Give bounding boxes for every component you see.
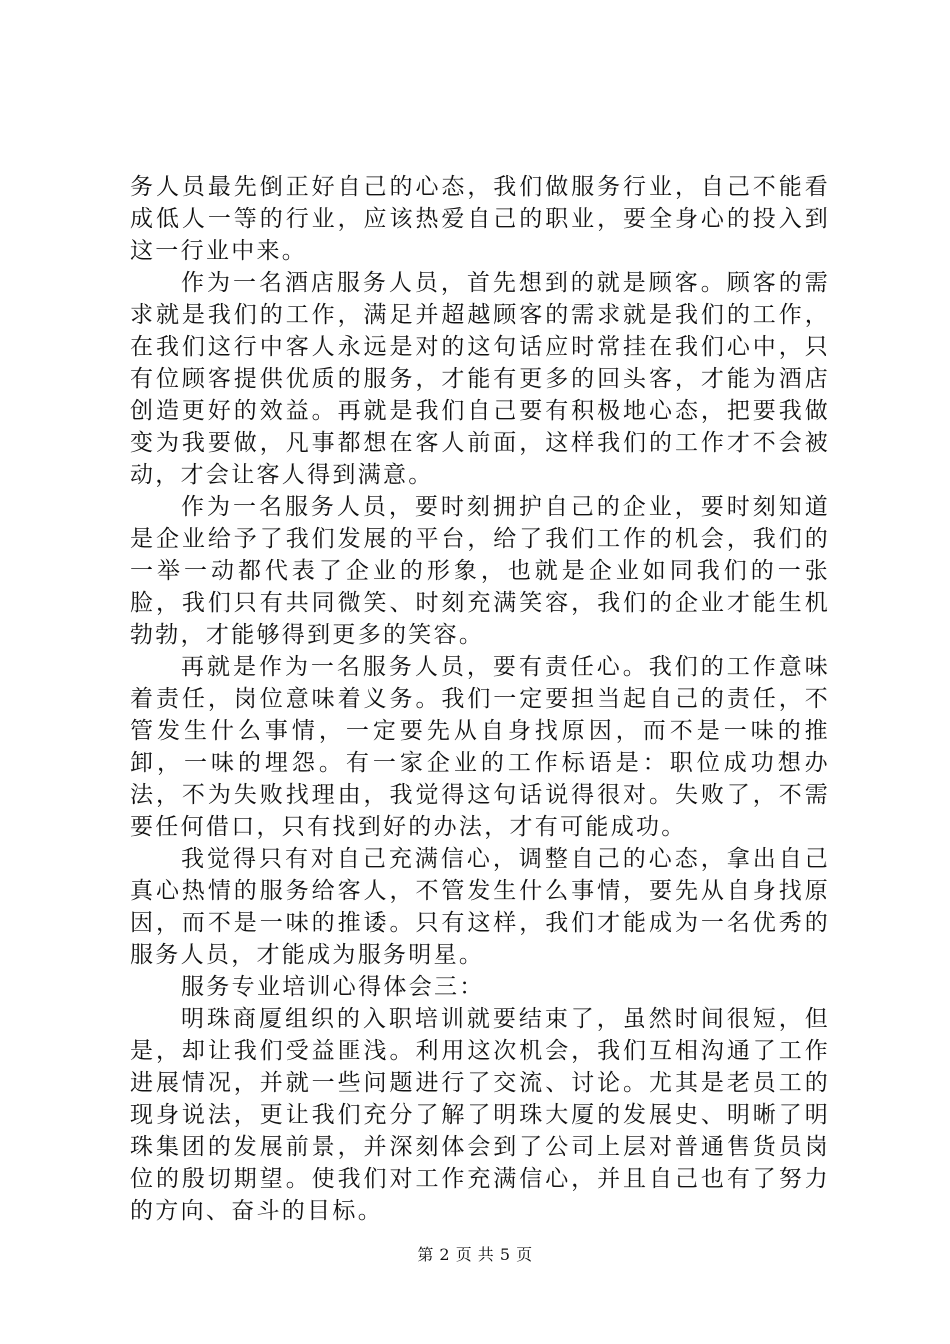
paragraph-3: 作为一名服务人员，要时刻拥护自己的企业，要时刻知道是企业给予了我们发展的平台，给了我们工作的机会，我们的一举一动都代表了企业的形象，也就是企业如同我们的一张脸，我们只有共同微笑、时刻充满笑容，我们的企业才能生机勃勃，才能够得到更多的笑容。 <box>130 494 830 648</box>
paragraph-4: 再就是作为一名服务人员，要有责任心。我们的工作意味着责任，岗位意味着义务。我们一定要担当起自己的责任，不管发生什么事情，一定要先从自身找原因，而不是一味的推卸，一味的埋怨。有一家企业的工作标语是：职位成功想办法，不为失败找理由，我觉得这句话说得很对。失败了，不需要任何借口，只有找到好的办法，才有可能成功。 <box>130 654 830 840</box>
paragraph-1: 务人员最先倒正好自己的心态，我们做服务行业，自己不能看成低人一等的行业，应该热爱自己的职业，要全身心的投入到这一行业中来。 <box>130 174 830 264</box>
page-number-footer: 第 2 页 共 5 页 <box>417 1245 533 1264</box>
document-body <box>130 171 830 1227</box>
paragraph-5: 我觉得只有对自己充满信心，调整自己的心态，拿出自己真心热情的服务给客人，不管发生什么事情，要先从自身找原因，而不是一味的推诿。只有这样，我们才能成为一名优秀的服务人员，才能成为服务明星。 <box>130 846 830 968</box>
section-heading: 服务专业培训心得体会三： <box>181 974 485 1000</box>
paragraph-6: 明珠商厦组织的入职培训就要结束了，虽然时间很短，但是，却让我们受益匪浅。利用这次机会，我们互相沟通了工作进展情况，并就一些问题进行了交流、讨论。尤其是老员工的现身说法，更让我们充分了解了明珠大厦的发展史、明晰了明珠集团的发展前景，并深刻体会到了公司上层对普通售货员岗位的殷切期望。使我们对工作充满信心，并且自己也有了努力的方向、奋斗的目标。 <box>130 1006 830 1224</box>
paragraph-2: 作为一名酒店服务人员，首先想到的就是顾客。顾客的需求就是我们的工作，满足并超越顾客的需求就是我们的工作，在我们这行中客人永远是对的这句话应时常挂在我们心中，只有位顾客提供优质的服务，才能有更多的回头客，才能为酒店创造更好的效益。再就是我们自己要有积极地心态，把要我做变为我要做，凡事都想在客人前面，这样我们的工作才不会被动，才会让客人得到满意。 <box>130 270 830 488</box>
